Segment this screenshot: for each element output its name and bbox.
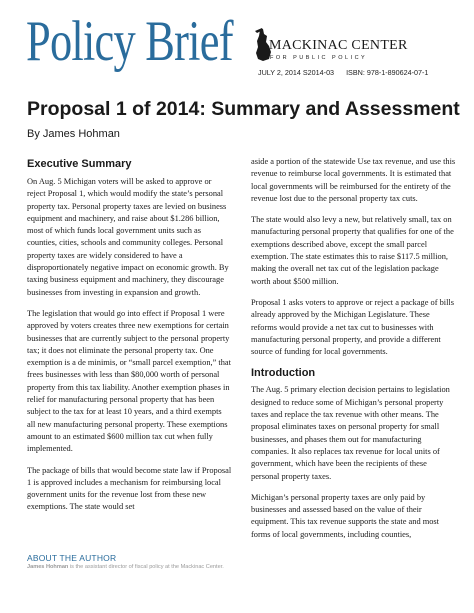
organization-tagline: FOR PUBLIC POLICY: [270, 55, 368, 61]
paragraph: The package of bills that would become state law if Proposal 1 is approved includes a mechanism for reimbursing local government units for the revenue lost from these new exemptions. The state would set: [27, 465, 232, 512]
paragraph: Michigan’s personal property taxes are only paid by businesses and assessed based on the value of their equipment. This tax revenue supports the state and most forms of local governments, including counties,: [251, 492, 440, 539]
left-column: [27, 158, 232, 523]
byline: By James Hohman: [27, 128, 120, 140]
paragraph: The legislation that would go into effect if Proposal 1 were approved by voters creates three new exemptions for certain businesses that are currently subject to the personal property tax; it does not eliminate the personal property tax. One exemption is a de minimis, or “small parcel exemption,” that frees businesses with less than $80,000 worth of personal property from this tax liability. Another exemption phases in relief for manufacturing personal property that has been subject to the tax for at least 10 years, and a third exempts all new manufacturing personal property. These exemptions amount to an estimated $600 million tax cut when fully implemented.: [27, 308, 231, 454]
paragraph: Proposal 1 asks voters to approve or reject a package of bills already approved by the Michigan Legislature. These reforms would provide a net tax cut to businesses with manufacturing personal property, and provide a different source of funding for local governments.: [251, 297, 455, 357]
executive-summary-heading: Executive Summary: [27, 158, 132, 170]
author-description: is the assistant director of fiscal policy at the Mackinac Center.: [68, 564, 224, 570]
author-name: James Hohman: [27, 564, 69, 570]
paragraph: The state would also levy a new, but relatively small, tax on manufacturing personal property that qualifies for one of the exemptions described above, except the small parcel exemption. The state estimates this to raise $117.5 million, making the overall net tax cut of the legislation package worth about $500 million.: [251, 215, 454, 286]
publication-meta: [258, 68, 428, 77]
paragraph: aside a portion of the statewide Use tax revenue, and use this revenue to reimburse local governments. It is estimated that local governments will be reimbursed for the entirety of the revenue lost due to the personal property tax cuts.: [251, 157, 456, 203]
introduction-heading: Introduction: [251, 367, 316, 380]
isbn: ISBN: 978-1-890624-07-1: [346, 68, 429, 77]
about-author-text: [27, 564, 232, 572]
about-author-box: [27, 553, 232, 572]
publication-date-code: JULY 2, 2014 S2014-03: [258, 68, 335, 77]
paragraph: The Aug. 5 primary election decision pertains to legislation designed to reduce some of Michigan’s personal property taxes and replace the tax revenue with other means. The proposal eliminates taxes on personal property for small businesses, and phases them out for manufacturing companies. It also replaces tax revenue for local units of government, which have been the recipients of these personal property taxes.: [251, 385, 450, 481]
paragraph: On Aug. 5 Michigan voters will be asked to approve or reject Proposal 1, which would modify the state’s personal property tax. Personal property taxes are levied on business equipment and machinery, and raise about $1.286 billion, most of which funds local government units such as counties, cities, schools and community colleges. Personal property taxes are widely considered to have a disproportionately negative impact on economic growth. By taxing business equipment and machinery, they discourage businesses from investing in expansion and growth.: [27, 177, 229, 297]
right-column: [251, 156, 456, 550]
document-title: Proposal 1 of 2014: Summary and Assessment: [27, 98, 460, 120]
about-author-heading: ABOUT THE AUTHOR: [27, 553, 117, 563]
masthead-title: Policy Brief: [26, 10, 233, 73]
organization-name: MACKINAC CENTER: [269, 38, 408, 53]
